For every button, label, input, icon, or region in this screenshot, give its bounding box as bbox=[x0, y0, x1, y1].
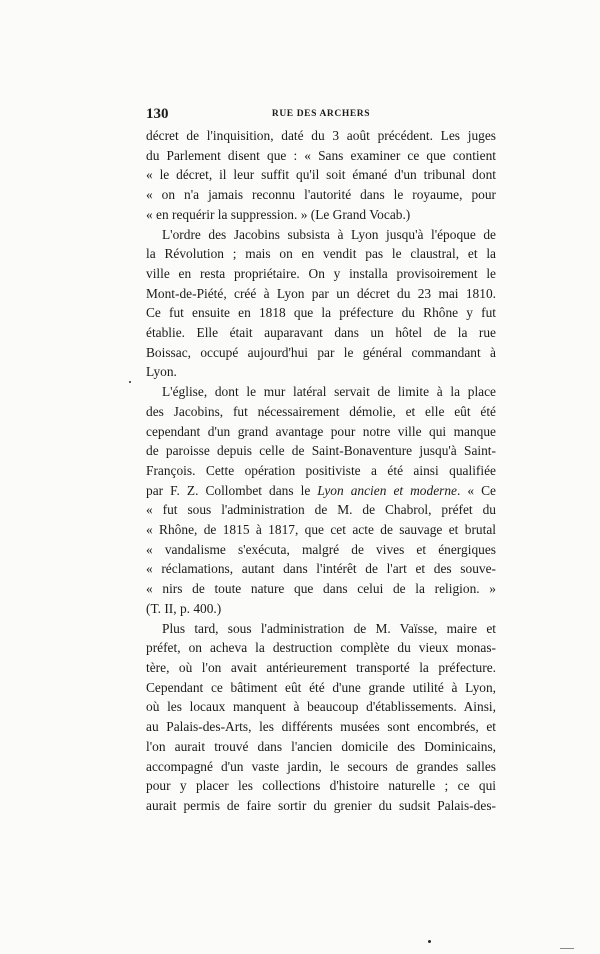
ink-speck bbox=[129, 381, 131, 383]
paragraph bbox=[146, 225, 496, 383]
ink-speck bbox=[560, 948, 574, 949]
text-line: ville en resta propriétaire. On y installa provisoirement le bbox=[146, 265, 496, 281]
text-line: Ce fut ensuite en 1818 que la préfecture du Rhône y fut bbox=[146, 305, 496, 321]
paragraph bbox=[146, 382, 496, 618]
text-line: Plus tard, sous l'administration de M. Vaïsse, maire et bbox=[162, 620, 496, 636]
text-line: (T. II, p. 400.) bbox=[146, 600, 222, 616]
text-line: « vandalisme s'exécuta, malgré de vives et énergiques bbox=[146, 541, 496, 557]
text-line: pour y placer les collections d'histoire naturelle ; ce qui bbox=[146, 778, 496, 794]
text-line: au Palais-des-Arts, les différents musées sont encombrés, et bbox=[146, 719, 496, 735]
text-line: aurait permis de faire sortir du grenier du sudsit Palais-des- bbox=[146, 797, 496, 813]
body-text bbox=[146, 126, 496, 816]
ink-speck bbox=[428, 940, 431, 943]
text-line: tère, où l'on avait antérieurement transporté la préfecture. bbox=[146, 659, 496, 675]
text-line: cependant d'un grand avantage pour notre ville qui manque bbox=[146, 423, 496, 439]
text-line: par F. Z. Collombet dans le Lyon ancien et moderne. « Ce bbox=[146, 482, 496, 498]
paragraph bbox=[146, 619, 496, 816]
text-line: Boissac, occupé aujourd'hui par le général commandant à bbox=[146, 344, 496, 360]
text-line: « nirs de toute nature que dans celui de la religion. » bbox=[146, 581, 496, 597]
text-line: établie. Elle était auparavant dans un hôtel de la rue bbox=[146, 325, 496, 341]
running-title: RUE DES ARCHERS bbox=[271, 109, 371, 119]
text-line: de paroisse depuis celle de Saint-Bonaventure jusqu'à Saint- bbox=[146, 443, 496, 459]
text-line: L'église, dont le mur latéral servait de limite à la place bbox=[162, 384, 496, 400]
text-line: du Parlement disent que : « Sans examiner ce que contient bbox=[146, 147, 496, 163]
text-line: où les locaux manquent à beaucoup d'établissements. Ainsi, bbox=[146, 699, 496, 715]
text-line: François. Cette opération positiviste a été ainsi qualifiée bbox=[146, 462, 496, 478]
text-line: Lyon. bbox=[146, 364, 177, 380]
book-title: Lyon ancien et moderne bbox=[317, 482, 457, 498]
text-line: « réclamations, autant dans l'intérêt de l'art et des souve- bbox=[146, 561, 496, 577]
text-line: « Rhône, de 1815 à 1817, que cet acte de sauvage et brutal bbox=[146, 522, 496, 538]
page-number: 130 bbox=[146, 106, 169, 122]
text-line: « fut sous l'administration de M. de Chabrol, préfet du bbox=[146, 502, 496, 518]
text-line: « en requérir la suppression. » (Le Grand Vocab.) bbox=[146, 206, 411, 222]
text-line: l'on aurait trouvé dans l'ancien domicile des Dominicains, bbox=[146, 738, 496, 754]
text-line: Cependant ce bâtiment eût été d'une grande utilité à Lyon, bbox=[146, 679, 496, 695]
text-line: « on n'a jamais reconnu l'autorité dans le royaume, pour bbox=[146, 187, 496, 203]
page-header bbox=[146, 106, 496, 126]
paragraph bbox=[146, 126, 496, 225]
text-line: L'ordre des Jacobins subsista à Lyon jusqu'à l'époque de bbox=[162, 226, 496, 242]
text-line: des Jacobins, fut nécessairement démolie, et elle eût été bbox=[146, 403, 496, 419]
text-line: accompagné d'un vaste jardin, le secours de grandes salles bbox=[146, 758, 496, 774]
text-line: préfet, on acheva la destruction complète du vieux monas- bbox=[146, 640, 496, 656]
text-line: décret de l'inquisition, daté du 3 août précédent. Les juges bbox=[146, 128, 496, 143]
text-line: « le décret, il leur suffit qu'il soit émané d'un tribunal dont bbox=[146, 167, 496, 183]
text-line: Mont-de-Piété, créé à Lyon par un décret du 23 mai 1810. bbox=[146, 285, 496, 301]
text-line: la Révolution ; mais on en vendit pas le claustral, et la bbox=[146, 246, 496, 262]
